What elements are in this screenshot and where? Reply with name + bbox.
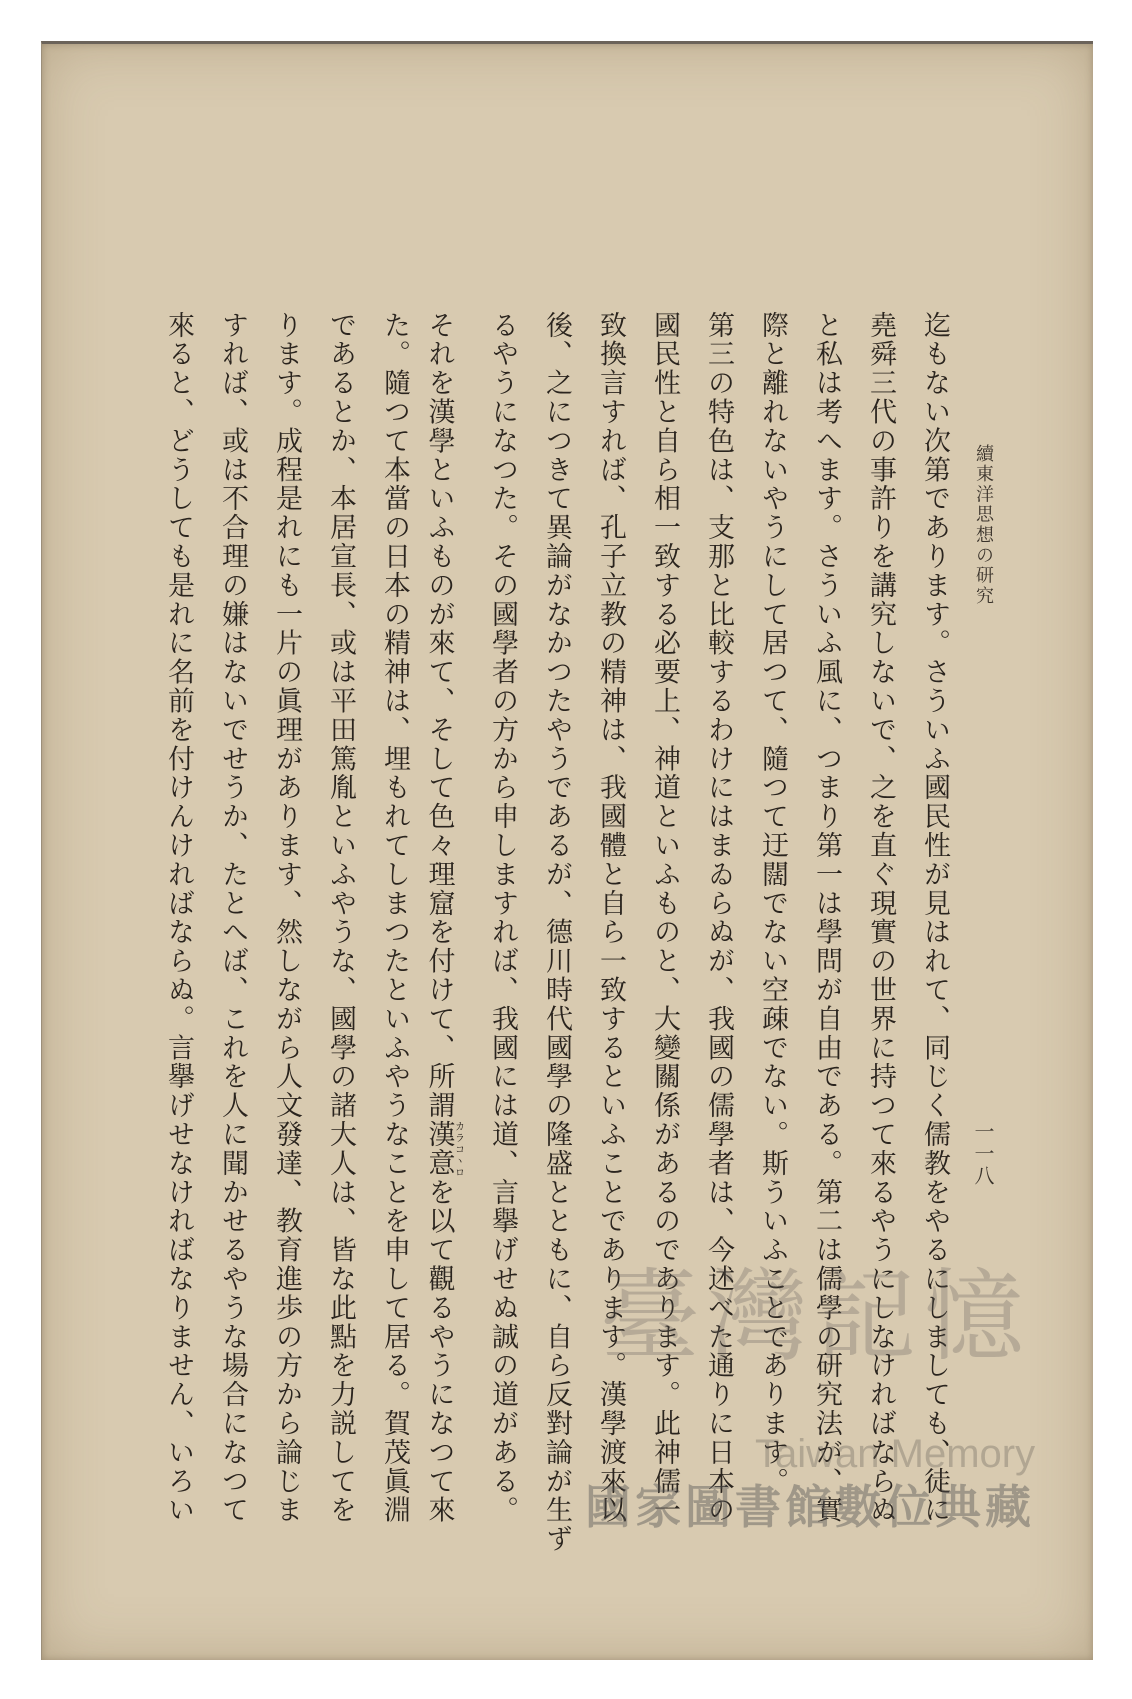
text-column-10 [423,311,464,1525]
watermark-institution: 國家圖書館數位典藏 [585,1480,1035,1534]
text-column-13: ります。成程是れにも一片の眞理があります、然しながら人文發達、教育進歩の方から論じま [271,311,302,1525]
ruby-base: 漢意 [423,1120,455,1179]
ruby-annotation [423,1120,464,1179]
text-column-3: と私は考へます。さういふ風に、つまり第一は學問が自由である。第二は儒學の研究法が、實 [811,311,842,1525]
text-column-10-after: を以て觀るやうになつて來 [423,1178,455,1525]
running-head-title: 續東洋思想の研究 [973,444,994,607]
page-number: 一一八 [971,1121,995,1187]
text-column-7: 致換言すれば、孔子立教の精神は、我國體と自ら一致するといふことであります。漢學渡來以 [595,311,626,1525]
watermark-subtitle: Taiwan Memory [755,1432,1036,1476]
text-column-9: るやうになつた。その國學者の方から申しますれば、我國には道、言擧げせぬ誠の道がある。 [487,311,518,1525]
text-column-6: 國民性と自ら相一致する必要上、神道といふものと、大變關係があるのであります。此神儒一 [649,311,680,1525]
text-column-10-before: それを漢學といふものが來て、そして色々理窟を付けて、所謂 [423,311,455,1121]
text-column-1: 迄もない次第であります。さういふ國民性が見はれて、同じく儒教をやるにしましても、徒に [919,311,950,1525]
text-column-4: 際と離れないやうにして居つて、隨つて迂闊でない空疎でない。斯ういふことであります。 [757,311,788,1496]
text-column-8: 後、之につきて異論がなかつたやうであるが、德川時代國學の隆盛とともに、自ら反對論が生ず [541,311,572,1554]
text-column-11: た。隨つて本當の日本の精神は、埋もれてしまつたといふやうなことを申して居る。賀茂眞淵 [379,311,410,1525]
text-column-2: 堯舜三代の事許りを講究しないで、之を直ぐ現實の世界に持つて來るやうにしなければならぬ [865,311,896,1525]
text-column-15: 來ると、どうしても是れに名前を付けんければならぬ。言擧げせなければなりません、いろい [163,311,194,1525]
watermark-title: 臺灣記憶 [600,1258,1032,1375]
text-column-5: 第三の特色は、支那と比較するわけにはまゐらぬが、我國の儒學者は、今述べた通りに日本の [703,311,734,1525]
ruby-reading: カラコヽロ [452,1120,464,1179]
text-column-14: すれば、或は不合理の嫌はないでせうか、たとへば、これを人に聞かせるやうな場合になつて [217,311,248,1525]
text-column-12: であるとか、本居宣長、或は平田篤胤といふやうな、國學の諸大人は、皆な此點を力説してを [325,311,356,1525]
